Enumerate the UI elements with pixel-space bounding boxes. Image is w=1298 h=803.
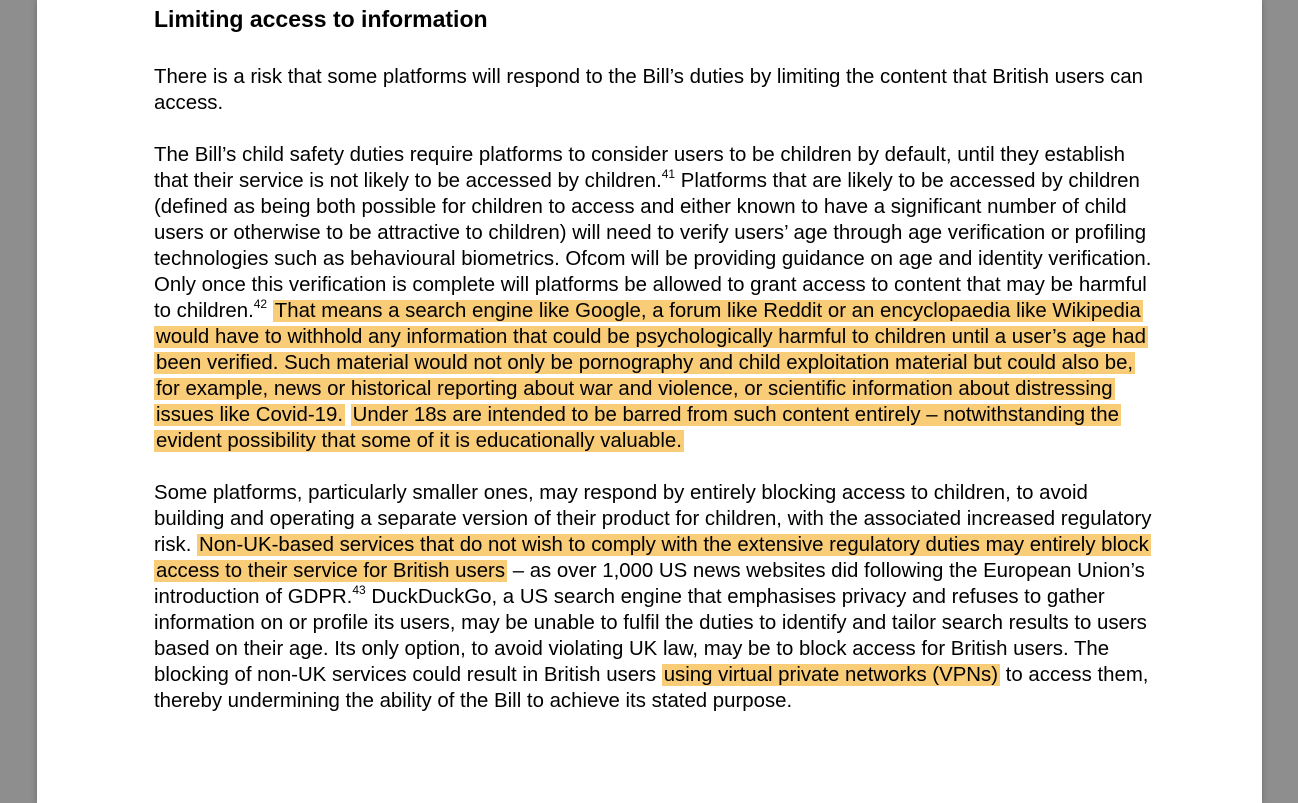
highlighted-text: Under 18s are intended to be barred from such content entirely – notwithstanding the evident possibility that some of it is educationally valuable. bbox=[156, 404, 1119, 452]
body-text: – as over 1,000 US news websites did following the European Union’s introduction of GDPR. bbox=[154, 560, 1145, 608]
paragraph-1 bbox=[154, 64, 1154, 116]
body-text bbox=[345, 404, 351, 426]
footnote-ref[interactable]: 41 bbox=[661, 167, 676, 182]
body-text: Platforms that are likely to be accessed by children (defined as being both possible for children to access and either known to have a significant number of child users or otherwise to be attractive to children) will need to verify users’ age through age verification or profiling technologies such as behavioural biometrics. Ofcom will be providing guidance on age and identity verification. Only once this verification is complete will platforms be allowed to grant access to content that may be harmful to children. bbox=[154, 170, 1152, 322]
footnote-ref[interactable]: 43 bbox=[352, 583, 366, 598]
highlighted-text: That means a search engine like Google, a forum like Reddit or an encyclopaedia like Wikipedia would have to withhold any information that could be psychologically harmful to children until a user’s age had been verified. Such material would not only be pornography and child exploitation material but could also be, for example, news or historical reporting about war and violence, or scientific information about distressing issues like Covid-19. bbox=[156, 300, 1146, 426]
body-text: to access them, thereby undermining the ability of the Bill to achieve its stated purpose. bbox=[154, 664, 1149, 712]
body-text bbox=[267, 300, 273, 322]
highlighted-text: Non-UK-based services that do not wish to comply with the extensive regulatory duties may entirely block access to their service for British users bbox=[156, 534, 1149, 582]
document-content bbox=[154, 4, 1154, 740]
body-text: There is a risk that some platforms will respond to the Bill’s duties by limiting the content that British users can access. bbox=[154, 66, 1144, 114]
document-page bbox=[37, 0, 1262, 803]
body-text: The Bill’s child safety duties require platforms to consider users to be children by default, until they establish that their service is not likely to be accessed by children. bbox=[154, 144, 1125, 192]
body-text: DuckDuckGo, a US search engine that emphasises privacy and refuses to gather information on or profile its users, may be unable to fulfil the duties to identify and tailor search results to users based on their age. Its only option, to avoid violating UK law, may be to block access for British users. The blocking of non-UK services could result in British users bbox=[154, 586, 1147, 686]
body-text: Some platforms, particularly smaller ones, may respond by entirely blocking access to children, to avoid building and operating a separate version of their product for children, with the associated increased regulatory risk. bbox=[154, 482, 1152, 556]
paragraph-3 bbox=[154, 480, 1154, 714]
section-heading: Limiting access to information bbox=[154, 6, 488, 32]
highlighted-text: using virtual private networks (VPNs) bbox=[663, 664, 999, 686]
paragraph-2 bbox=[154, 142, 1154, 454]
footnote-ref[interactable]: 42 bbox=[253, 297, 268, 312]
paragraph-container bbox=[154, 64, 1154, 714]
